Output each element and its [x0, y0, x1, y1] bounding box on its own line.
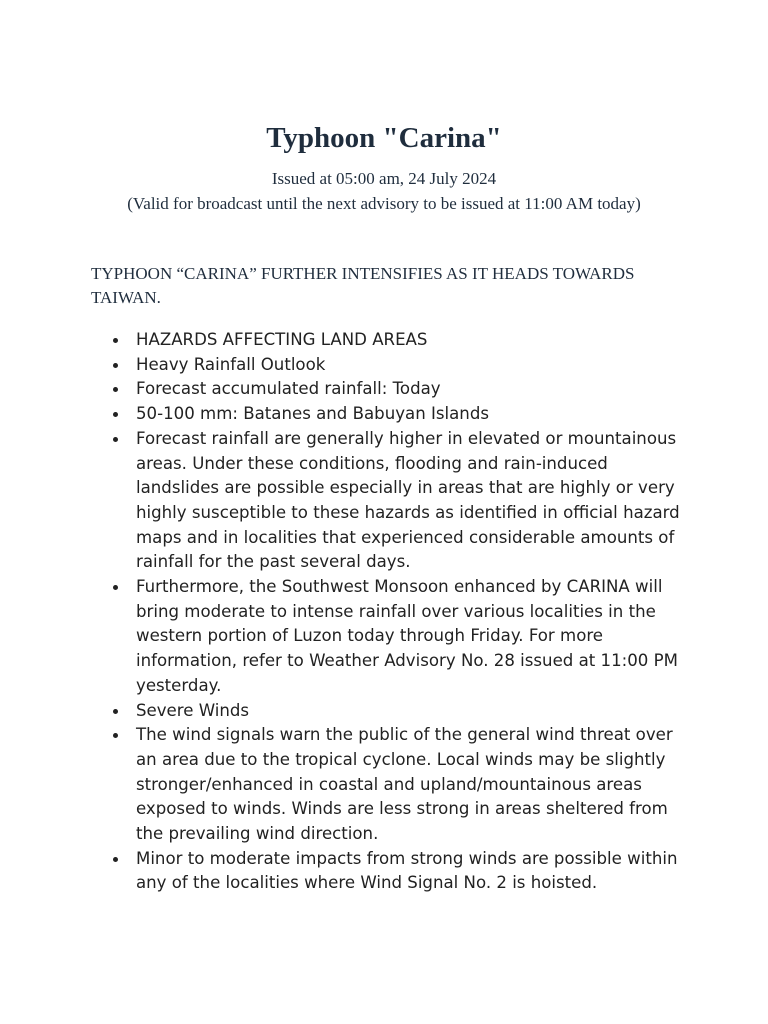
list-item-text: Minor to moderate impacts from strong winds are possible within any of the localities where Wind Signal No. 2 is hoisted. [136, 848, 678, 893]
list-item [91, 699, 691, 724]
advisory-headline: TYPHOON “CARINA” FURTHER INTENSIFIES AS IT HEADS TOWARDS TAIWAN. [91, 264, 635, 307]
list-item [91, 328, 691, 353]
issued-timestamp: Issued at 05:00 am, 24 July 2024 [271, 169, 497, 188]
validity-note: (Valid for broadcast until the next advisory to be issued at 11:00 AM today) [127, 194, 641, 213]
list-item-text: Severe Winds [136, 700, 250, 720]
list-item-text: The wind signals warn the public of the general wind threat over an area due to the tropical cyclone. Local winds may be slightly stronger/enhanced in coastal and upland/mountainous areas exposed to winds. Winds are less strong in areas sheltered from the prevailing wind direction. [136, 725, 673, 844]
list-item-text: Forecast accumulated rainfall: Today [136, 379, 441, 399]
list-item [91, 402, 691, 427]
bullet-icon [113, 733, 118, 738]
list-item [91, 847, 691, 896]
list-item-text: Forecast rainfall are generally higher in elevated or mountainous areas. Under these conditions, flooding and rain-induced landslides are possible especially in areas that are highly or very highly susceptible to these hazards as identified in official hazard maps and in localities that experienced considerable amounts of rainfall for the past several days. [136, 428, 680, 572]
bullet-icon [113, 412, 118, 417]
list-item [91, 377, 691, 402]
list-item [91, 575, 691, 699]
bullet-icon [113, 857, 118, 862]
bullet-icon [113, 437, 118, 442]
bullet-icon [113, 363, 118, 368]
list-item [91, 723, 691, 847]
list-item [91, 427, 691, 575]
list-item-text: Furthermore, the Southwest Monsoon enhanced by CARINA will bring moderate to intense rainfall over various localities in the western portion of Luzon today through Friday. For more information, refer to Weather Advisory No. 28 issued at 11:00 PM yesterday. [136, 577, 678, 695]
list-item [91, 353, 691, 378]
bullet-icon [113, 709, 118, 714]
list-item-text: HAZARDS AFFECTING LAND AREAS [136, 330, 428, 349]
bullet-icon [113, 387, 118, 392]
page-title: Typhoon "Carina" [266, 122, 502, 154]
list-item-text: 50-100 mm: Batanes and Babuyan Islands [136, 404, 490, 424]
bullet-icon [113, 585, 118, 590]
list-item-text: Heavy Rainfall Outlook [136, 354, 326, 374]
bullet-icon [113, 338, 118, 343]
hazard-bullet-list [91, 328, 691, 896]
